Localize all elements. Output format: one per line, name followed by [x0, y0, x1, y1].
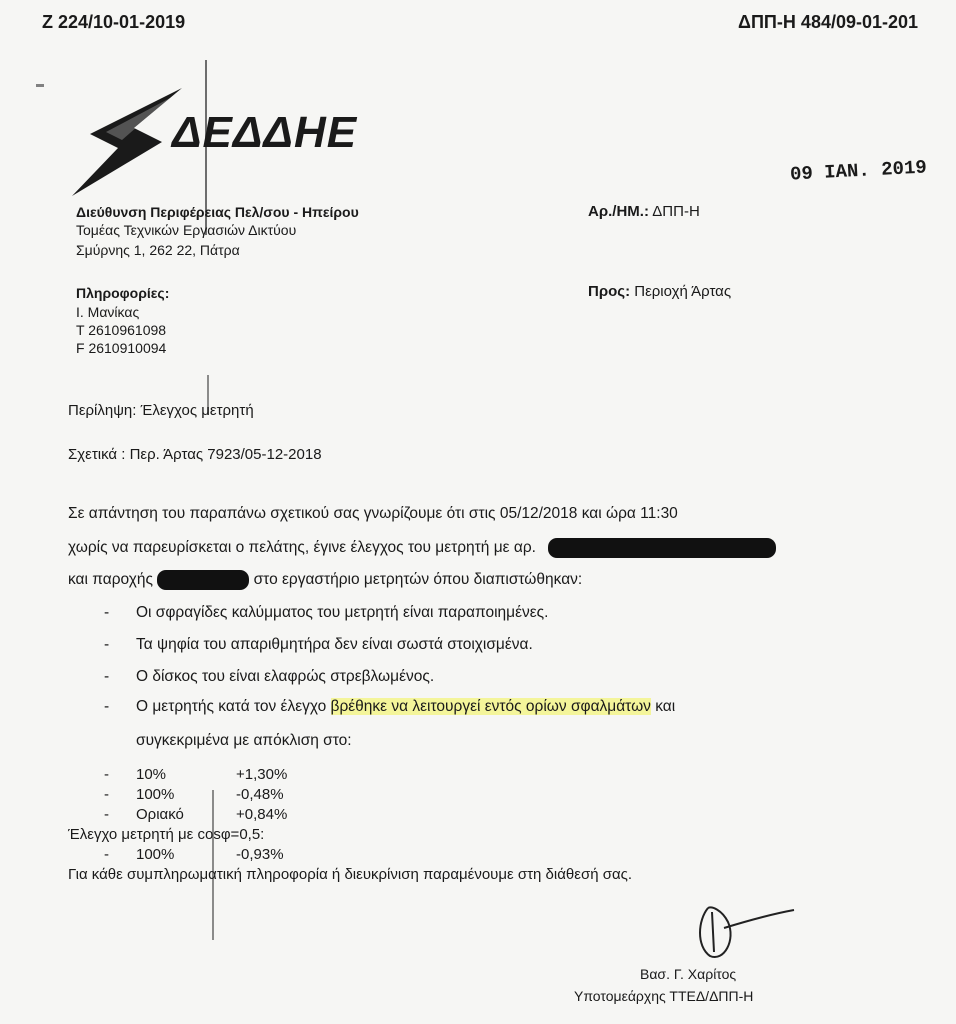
protocol-line — [588, 203, 700, 220]
cos-label: Έλεγχο μετρητή με cosφ=0,5: — [68, 826, 265, 843]
scan-dot — [36, 84, 44, 87]
list-dash: - — [104, 698, 110, 715]
highlighted-text: βρέθηκε να λειτουργεί εντός ορίων σφαλμάτων — [330, 698, 651, 715]
list-dash: - — [104, 636, 110, 653]
deviation-value: +1,30% — [236, 766, 288, 783]
left-reference: Ζ 224/10-01-2019 — [42, 12, 186, 32]
summary-value: Έλεγχος μετρητή — [140, 402, 254, 419]
body-line-3-start: και παροχής — [68, 571, 153, 589]
directorate: Διεύθυνση Περιφέρειας Πελ/σου - Ηπείρου — [76, 204, 359, 220]
stamp-date: 09 ΙΑΝ. 2019 — [789, 156, 928, 186]
deviation-value: -0,48% — [236, 786, 284, 803]
logo-text: ΔΕΔΔΗΕ — [172, 108, 358, 157]
protocol-label: Αρ./ΗΜ.: — [588, 203, 649, 220]
finding-item: - Ο δίσκος του είναι ελαφρώς στρεβλωμένος. — [104, 668, 435, 685]
finding-item: - Τα ψηφία του απαριθμητήρα δεν είναι σωστά στοιχισμένα. — [104, 636, 533, 653]
recipient-label: Προς: — [588, 283, 631, 300]
list-dash: - — [104, 668, 110, 685]
list-dash: - — [104, 806, 109, 823]
redacted-supply-number — [157, 570, 249, 590]
right-reference: ΔΠΠ-Η 484/09-01-201 — [738, 12, 919, 32]
body-line-1: Σε απάντηση του παραπάνω σχετικού σας γνωρίζουμε ότι στις 05/12/2018 και ώρα 11:30 — [68, 505, 678, 522]
recipient-value: Περιοχή Άρτας — [634, 283, 732, 300]
contact-name: Ι. Μανίκας — [76, 304, 140, 320]
signatory-name: Βασ. Γ. Χαρίτος — [640, 966, 737, 982]
handwritten-signature — [690, 900, 800, 967]
deviation-value: -0,93% — [236, 846, 284, 863]
related-value: Περ. Άρτας 7923/05-12-2018 — [129, 446, 322, 463]
deviation-row — [104, 806, 287, 823]
body-line-2-text: χωρίς να παρευρίσκεται ο πελάτης, έγινε έλεγχος του μετρητή με αρ. — [68, 539, 536, 557]
finding-item: - Ο μετρητής κατά τον έλεγχο βρέθηκε να λειτουργεί εντός ορίων σφαλμάτων και — [104, 698, 676, 715]
recipient-line — [588, 283, 731, 300]
deviation-load: Οριακό — [136, 806, 184, 823]
finding-continuation: συγκεκριμένα με απόκλιση στο: — [136, 732, 352, 749]
deviation-row — [104, 766, 287, 783]
list-dash: - — [104, 766, 109, 783]
body-line-2 — [68, 538, 776, 558]
body-line-3-end: στο εργαστήριο μετρητών όπου διαπιστώθηκαν: — [253, 571, 583, 589]
address: Σμύρνης 1, 262 22, Πάτρα — [76, 242, 240, 258]
related-line — [68, 446, 322, 463]
deviation-load: 10% — [136, 766, 167, 783]
body-line-3 — [68, 570, 582, 590]
protocol-value: ΔΠΠ-Η — [652, 203, 700, 220]
fax: F 2610910094 — [76, 340, 167, 356]
deviation-value: +0,84% — [236, 806, 288, 823]
finding-item: - Οι σφραγίδες καλύμματος του μετρητή είναι παραποιημένες. — [104, 604, 549, 621]
sector: Τομέας Τεχνικών Εργασιών Δικτύου — [76, 222, 297, 238]
deviation-load: 100% — [136, 786, 175, 803]
deviation-row — [104, 846, 284, 863]
list-dash: - — [104, 846, 109, 863]
list-dash: - — [104, 604, 110, 621]
redacted-meter-number — [548, 538, 776, 558]
closing-sentence: Για κάθε συμπληρωματική πληροφορία ή διευκρίνιση παραμένουμε στη διάθεσή σας. — [68, 866, 633, 883]
signatory-title: Υποτομεάρχης ΤΤΕΔ/ΔΠΠ-Η — [574, 988, 754, 1004]
info-label: Πληροφορίες: — [76, 285, 170, 301]
summary-label: Περίληψη: — [68, 402, 137, 419]
list-dash: - — [104, 786, 109, 803]
summary-line — [68, 402, 254, 419]
phone: Τ 2610961098 — [76, 322, 167, 338]
ref-mark: Ζ — [42, 12, 58, 32]
deviation-load: 100% — [136, 846, 175, 863]
related-label: Σχετικά : — [68, 446, 126, 463]
deviation-row — [104, 786, 284, 803]
